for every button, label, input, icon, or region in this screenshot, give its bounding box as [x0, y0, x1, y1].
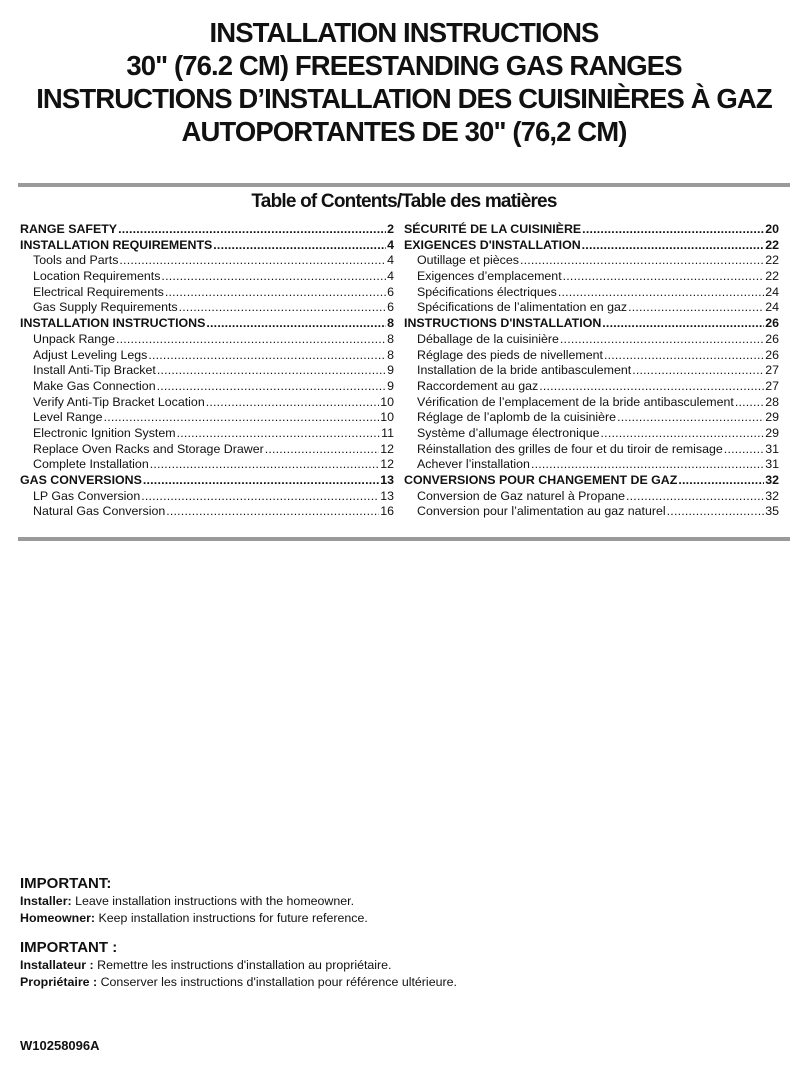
toc-dot-leader — [667, 504, 765, 520]
toc-entry-title: INSTRUCTIONS D'INSTALLATION — [404, 316, 602, 331]
toc-entry-title: Conversion de Gaz naturel à Propane — [417, 488, 626, 503]
toc-dot-leader — [161, 269, 386, 285]
toc-entry-page: 11 — [381, 425, 394, 440]
toc-entry-title: RANGE SAFETY — [20, 222, 118, 236]
toc-entry-title: Electrical Requirements — [33, 284, 164, 299]
toc-entry — [20, 379, 394, 395]
toc-dot-leader — [632, 363, 764, 379]
toc-entry-page: 6 — [387, 300, 394, 315]
installer-text: Leave installation instructions with the homeowner. — [71, 894, 355, 908]
toc-entry-title: Complete Installation — [33, 457, 149, 472]
toc-dot-leader — [626, 489, 764, 505]
toc-entry — [404, 473, 779, 489]
installer-label: Installer: — [20, 894, 72, 908]
toc-entry — [404, 222, 779, 238]
important-heading: IMPORTANT : — [20, 939, 118, 956]
toc-dot-leader — [602, 316, 764, 332]
toc-entry-title: Gas Supply Requirements — [33, 300, 178, 315]
toc-entry — [404, 410, 779, 426]
toc-entry-title: Spécifications électriques — [417, 284, 557, 299]
toc-entry-title: Verify Anti-Tip Bracket Location — [33, 394, 205, 409]
toc-entry-page: 16 — [380, 504, 394, 519]
toc-entry-page: 22 — [765, 269, 779, 284]
toc-entry-page: 29 — [765, 410, 779, 425]
toc-dot-leader — [520, 253, 764, 269]
toc-entry-title: Location Requirements — [33, 269, 161, 284]
toc-entry-title: Réglage de l’aplomb de la cuisinière — [417, 410, 617, 425]
homeowner-label: Propriétaire : — [20, 975, 98, 989]
toc-entry — [404, 269, 779, 285]
toc-entry-title: Réglage des pieds de nivellement — [417, 347, 603, 362]
toc-dot-leader — [558, 285, 764, 301]
toc-entry-title: Install Anti-Tip Bracket — [33, 363, 156, 378]
toc-dot-leader — [265, 442, 379, 458]
toc-dot-leader — [165, 285, 386, 301]
toc-dot-leader — [531, 457, 764, 473]
installer-line — [20, 893, 368, 910]
toc-entry-page: 28 — [765, 394, 779, 409]
toc-entry-title: Vérification de l’emplacement de la bride antibasculement — [417, 394, 734, 409]
toc-entry-page: 26 — [765, 347, 779, 362]
installer-label: Installateur : — [20, 958, 94, 972]
toc-entry-page: 8 — [387, 316, 394, 331]
toc-entry-page: 24 — [765, 284, 779, 299]
toc-entry — [404, 300, 779, 316]
toc-entry-title: Tools and Parts — [33, 253, 119, 268]
toc-entry-title: Unpack Range — [33, 331, 115, 346]
toc-dot-leader — [213, 238, 386, 254]
toc-entry-page: 12 — [380, 457, 394, 472]
toc-entry-title: Déballage de la cuisinière — [417, 331, 559, 346]
toc-dot-leader — [148, 348, 386, 364]
toc-entry-page: 10 — [380, 394, 394, 409]
toc-entry — [404, 395, 779, 411]
toc-entry-page: 9 — [387, 378, 394, 393]
toc-dot-leader — [119, 253, 386, 269]
toc-entry — [20, 489, 394, 505]
toc-entry — [20, 426, 394, 442]
toc-entry — [20, 442, 394, 458]
toc-entry-page: 6 — [387, 284, 394, 299]
toc-entry-title: INSTALLATION INSTRUCTIONS — [20, 316, 206, 331]
toc-entry-title: Natural Gas Conversion — [33, 504, 166, 519]
toc-dot-leader — [539, 379, 764, 395]
toc-entry-page: 2 — [387, 222, 394, 236]
title-line-2: 30" (76.2 CM) FREESTANDING GAS RANGES — [126, 50, 682, 81]
toc-entry — [404, 332, 779, 348]
toc-entry — [404, 457, 779, 473]
toc-entry — [404, 504, 779, 520]
toc-entry-page: 13 — [380, 473, 394, 487]
toc-entry — [20, 285, 394, 301]
important-notice-english — [20, 874, 368, 927]
toc-entry — [404, 316, 779, 332]
toc-entry — [404, 363, 779, 379]
toc-entry — [404, 348, 779, 364]
toc-entry-title: Système d’allumage électronique — [417, 425, 600, 440]
toc-entry-page: 4 — [387, 237, 394, 252]
toc-entry — [20, 332, 394, 348]
document-number: W10258096A — [20, 1038, 100, 1053]
toc-entry-title: CONVERSIONS POUR CHANGEMENT DE GAZ — [404, 473, 678, 487]
homeowner-text: Keep installation instructions for future reference. — [95, 911, 368, 925]
toc-dot-leader — [560, 332, 764, 348]
toc-entry-title: Raccordement au gaz — [417, 378, 539, 393]
installer-text: Remettre les instructions d'installation au propriétaire. — [93, 958, 392, 972]
toc-entry-title: Outillage et pièces — [417, 253, 519, 268]
toc-entry — [404, 426, 779, 442]
toc-entry-page: 13 — [380, 488, 394, 503]
toc-dot-leader — [724, 442, 764, 458]
toc-entry-page: 29 — [765, 425, 779, 440]
toc-entry — [404, 285, 779, 301]
toc-dot-leader — [628, 300, 764, 316]
toc-entry — [20, 395, 394, 411]
toc-entry-page: 32 — [765, 488, 779, 503]
toc-entry-title: Achever l’installation — [417, 457, 530, 472]
toc-entry-title: Installation de la bride antibasculement — [417, 363, 632, 378]
toc-dot-leader — [604, 348, 764, 364]
homeowner-line — [20, 974, 457, 991]
homeowner-line — [20, 910, 368, 927]
toc-dot-leader — [166, 504, 379, 520]
toc-entry-title: Electronic Ignition System — [33, 425, 176, 440]
title-line-3: INSTRUCTIONS D’INSTALLATION DES CUISINIÈRES À GAZ — [36, 83, 772, 114]
toc-entry — [20, 363, 394, 379]
toc-entry-page: 9 — [387, 363, 394, 378]
toc-dot-leader — [678, 473, 764, 489]
toc-entry-title: Level Range — [33, 410, 103, 425]
toc-entry — [20, 238, 394, 254]
toc-entry — [20, 269, 394, 285]
toc-entry-page: 22 — [765, 253, 779, 268]
title-line-1: INSTALLATION INSTRUCTIONS — [209, 17, 599, 48]
toc-dot-leader — [104, 410, 380, 426]
toc-dot-leader — [157, 363, 386, 379]
toc-entry — [20, 222, 394, 238]
homeowner-text: Conserver les instructions d'installation pour référence ultérieure. — [97, 975, 457, 989]
toc-entry — [20, 504, 394, 520]
toc-entry-page: 12 — [380, 441, 394, 456]
toc-entry — [20, 348, 394, 364]
toc-entry — [404, 442, 779, 458]
installer-line — [20, 957, 457, 974]
toc-entry — [20, 457, 394, 473]
toc-entry-page: 20 — [765, 222, 779, 236]
toc-entry — [404, 489, 779, 505]
toc-entry-page: 31 — [765, 441, 779, 456]
toc-entry-page: 32 — [765, 473, 779, 487]
toc-entry-page: 26 — [765, 331, 779, 346]
toc-dot-leader — [582, 222, 764, 238]
toc-entry — [404, 253, 779, 269]
toc-dot-leader — [735, 395, 764, 411]
toc-entry-page: 4 — [387, 269, 394, 284]
toc-entry-title: Spécifications de l’alimentation en gaz — [417, 300, 628, 315]
toc-dot-leader — [143, 473, 379, 489]
toc-entry-page: 22 — [765, 237, 779, 252]
important-heading: IMPORTANT: — [20, 875, 112, 892]
toc-entry-page: 8 — [387, 347, 394, 362]
toc-column-english — [20, 222, 394, 520]
toc-entry — [20, 253, 394, 269]
title-line-4: AUTOPORTANTES DE 30" (76,2 CM) — [181, 116, 627, 147]
toc-entry-page: 35 — [765, 504, 779, 519]
toc-entry-title: LP Gas Conversion — [33, 488, 141, 503]
toc-entry-page: 24 — [765, 300, 779, 315]
toc-entry — [404, 238, 779, 254]
toc-entry-page: 27 — [765, 363, 779, 378]
toc-entry-title: Adjust Leveling Legs — [33, 347, 148, 362]
toc-entry-title: INSTALLATION REQUIREMENTS — [20, 237, 213, 252]
toc-dot-leader — [157, 379, 387, 395]
toc-dot-leader — [179, 300, 386, 316]
toc-entry — [20, 316, 394, 332]
toc-dot-leader — [563, 269, 765, 285]
toc-dot-leader — [150, 457, 379, 473]
toc-dot-leader — [617, 410, 764, 426]
toc-entry-title: Replace Oven Racks and Storage Drawer — [33, 441, 264, 456]
toc-entry-page: 4 — [387, 253, 394, 268]
toc-entry-title: Conversion pour l’alimentation au gaz naturel — [417, 504, 666, 519]
toc-heading: Table of Contents/Table des matières — [251, 191, 557, 212]
toc-entry-title: SÉCURITÉ DE LA CUISINIÈRE — [404, 222, 582, 236]
toc-entry-page: 8 — [387, 331, 394, 346]
toc-dot-leader — [582, 238, 765, 254]
important-notice-french — [20, 938, 457, 991]
toc-dot-leader — [141, 489, 379, 505]
toc-entry — [20, 410, 394, 426]
homeowner-label: Homeowner: — [20, 911, 96, 925]
toc-entry — [20, 473, 394, 489]
toc-entry-title: GAS CONVERSIONS — [20, 473, 142, 487]
toc-entry-title: Make Gas Connection — [33, 378, 156, 393]
toc-entry-page: 27 — [765, 378, 779, 393]
toc-entry-page: 10 — [380, 410, 394, 425]
toc-dot-leader — [116, 332, 386, 348]
toc-top-divider — [18, 183, 790, 187]
toc-entry-page: 31 — [765, 457, 779, 472]
toc-entry — [404, 379, 779, 395]
toc-entry-page: 26 — [765, 316, 779, 331]
toc-dot-leader — [118, 222, 386, 238]
toc-dot-leader — [206, 316, 386, 332]
toc-entry-title: Exigences d’emplacement — [417, 269, 562, 284]
toc-dot-leader — [206, 395, 379, 411]
toc-entry-title: Réinstallation des grilles de four et du tiroir de remisage — [417, 441, 723, 456]
document-title — [0, 16, 808, 148]
toc-dot-leader — [601, 426, 765, 442]
toc-column-french — [404, 222, 779, 520]
toc-dot-leader — [177, 426, 381, 442]
toc-entry-title: EXIGENCES D'INSTALLATION — [404, 237, 581, 252]
toc-bottom-divider — [18, 537, 790, 541]
toc-entry — [20, 300, 394, 316]
